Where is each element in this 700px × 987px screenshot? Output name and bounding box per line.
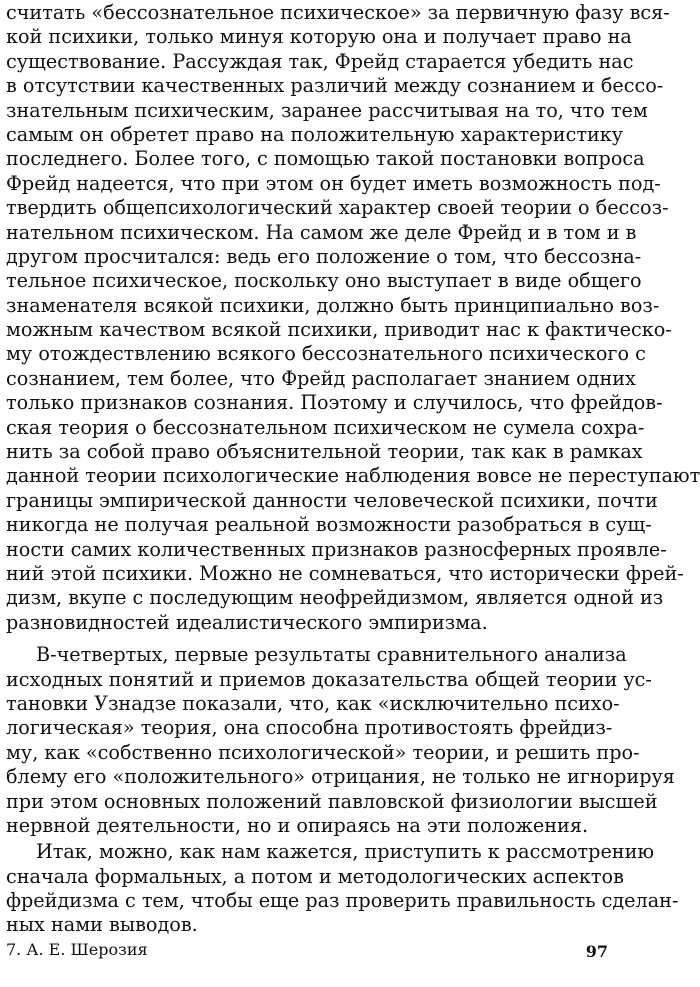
paragraph: [6, 840, 679, 938]
text-line: му отождествлению всякого бессознательного психического с: [6, 342, 646, 366]
text-line: нить за собой право объяснительной теории, так как в рамках: [6, 440, 643, 464]
text-line: тельное психическое, поскольку оно выступает в виде общего: [6, 269, 642, 293]
text-line: в отсутствии качественных различий между сознанием и бессо-: [6, 74, 664, 98]
text-line: только признаков сознания. Поэтому и случилось, что фрейдов-: [6, 391, 663, 415]
page-number: 97: [585, 942, 608, 961]
text-line: В-четвертых, первые результаты сравнительного анализа: [36, 643, 627, 667]
text-line: можным качеством всякой психики, приводит нас к фактическо-: [6, 318, 672, 342]
body-text: [6, 0, 700, 938]
text-line: сознанием, тем более, что Фрейд располагает знанием одних: [6, 366, 636, 390]
page-footer: [0, 940, 620, 970]
signature-mark: 7. А. Е. Шерозия: [6, 940, 148, 959]
text-line: тановки Узнадзе показали, что, как «исключительно психо-: [6, 691, 620, 715]
text-line: данной теории психологические наблюдения вовсе не переступают: [6, 464, 700, 488]
text-line: логическая» теория, она способна противостоять фрейдиз-: [6, 716, 613, 740]
text-line: твердить общепсихологический характер своей теории о бессоз-: [6, 196, 669, 220]
text-line: при этом основных положений павловской физиологии высшей: [6, 789, 658, 813]
paragraph: [6, 1, 700, 635]
text-line: существование. Рассуждая так, Фрейд старается убедить нас: [6, 49, 634, 73]
text-line: последнего. Более того, с помощью такой постановки вопроса: [6, 147, 645, 171]
text-line: границы эмпирической данности человеческой психики, почти: [6, 488, 658, 512]
text-line: другом просчитался: ведь его положение о том, что бессозна-: [6, 244, 642, 268]
text-line: знательным психическим, заранее рассчитывая на то, что тем: [6, 98, 648, 122]
text-line: ний этой психики. Можно не сомневаться, что исторически фрей-: [6, 561, 684, 585]
text-line: считать «бессознательное психическое» за первичную фазу вся-: [6, 1, 670, 24]
text-line: никогда не получая реальной возможности разобраться в сущ-: [6, 513, 652, 537]
text-line: ская теория о бессознательном психическом не сумела сохра-: [6, 415, 645, 439]
text-line: нервной деятельности, но и опираясь на эти положения.: [6, 813, 589, 837]
text-line: сначала формальных, а потом и методологических аспектов: [6, 864, 624, 888]
text-line: фрейдизма с тем, чтобы еще раз проверить правильность сделан-: [6, 889, 679, 913]
text-line: кой психики, только минуя которую она и получает право на: [6, 25, 632, 49]
text-line: нательном психическом. На самом же деле Фрейд и в том и в: [6, 220, 637, 244]
text-line: самым он обретет право на положительную характеристику: [6, 122, 624, 146]
paragraph: [6, 643, 675, 838]
text-line: му, как «собственно психологической» теории, и решить про-: [6, 740, 640, 764]
text-line: Фрейд надеется, что при этом он будет иметь возможность под-: [6, 171, 661, 195]
text-line: ных нами выводов.: [6, 913, 198, 937]
text-line: ности самих количественных признаков разносферных проявле-: [6, 537, 667, 561]
text-line: дизм, вкупе с последующим неофрейдизмом, является одной из: [6, 586, 664, 610]
text-line: исходных понятий и приемов доказательства общей теории ус-: [6, 667, 652, 691]
text-line: разновидностей идеалистического эмпиризма.: [6, 610, 488, 634]
text-line: Итак, можно, как нам кажется, приступить к рассмотрению: [36, 840, 655, 864]
text-line: знаменателя всякой психики, должно быть принципиально воз-: [6, 293, 660, 317]
text-line: блему его «положительного» отрицания, не только не игнорируя: [6, 765, 675, 789]
